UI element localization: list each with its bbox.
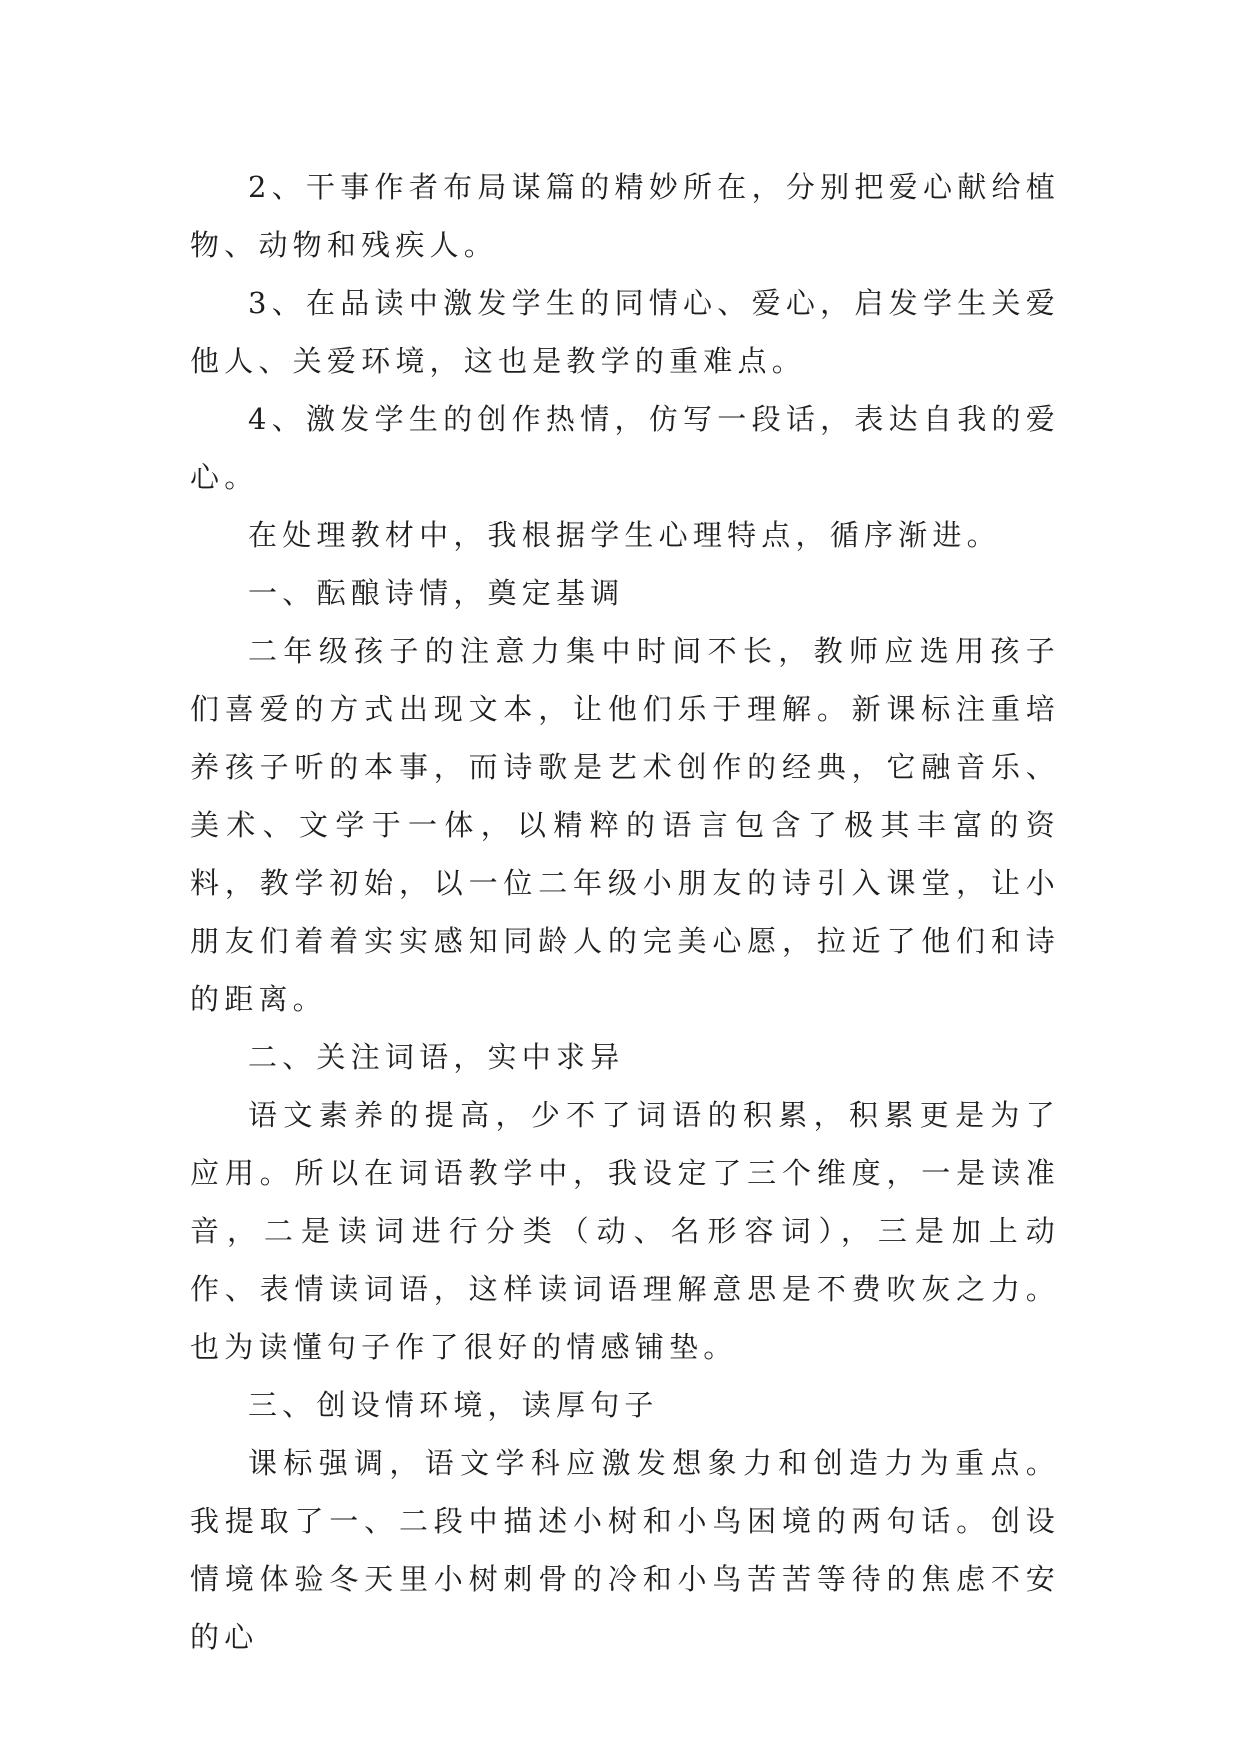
paragraph-intro: 在处理教材中，我根据学生心理特点，循序渐进。	[248, 518, 1001, 552]
paragraph-section-3: 课标强调，语文学科应激发想象力和创造力为重点。我提取了一、二段中描述小树和小鸟困境的两句话。创设情境体验冬天里小树刺骨的冷和小鸟苦苦等待的焦虑不安的心	[190, 1446, 1060, 1654]
paragraph-goal-4: 4、激发学生的创作热情，仿写一段话，表达自我的爱心。	[190, 402, 1060, 494]
section-heading-3: 三、创设情环境，读厚句子	[248, 1388, 659, 1422]
section-heading-2: 二、关注词语，实中求异	[248, 1040, 625, 1074]
paragraph-section-1: 二年级孩子的注意力集中时间不长，教师应选用孩子们喜爱的方式出现文本，让他们乐于理解。新课标注重培养孩子听的本事，而诗歌是艺术创作的经典，它融音乐、美术、文学于一体，以精粹的语言包含了极其丰富的资料，教学初始，以一位二年级小朋友的诗引入课堂，让小朋友们着着实实感知同龄人的完美心愿，拉近了他们和诗的距离。	[190, 634, 1060, 1016]
paragraph-section-2: 语文素养的提高，少不了词语的积累，积累更是为了应用。所以在词语教学中，我设定了三个维度，一是读准音，二是读词进行分类（动、名形容词），三是加上动作、表情读词语，这样读词语理解意思是不费吹灰之力。也为读懂句子作了很好的情感铺垫。	[190, 1098, 1060, 1364]
document-body	[190, 158, 1060, 1666]
paragraph-goal-3: 3、在品读中激发学生的同情心、爱心，启发学生关爱他人、关爱环境，这也是教学的重难点。	[190, 286, 1060, 378]
paragraph-goal-2: 2、干事作者布局谋篇的精妙所在，分别把爱心献给植物、动物和残疾人。	[190, 170, 1060, 262]
section-heading-1: 一、酝酿诗情，奠定基调	[248, 576, 625, 610]
